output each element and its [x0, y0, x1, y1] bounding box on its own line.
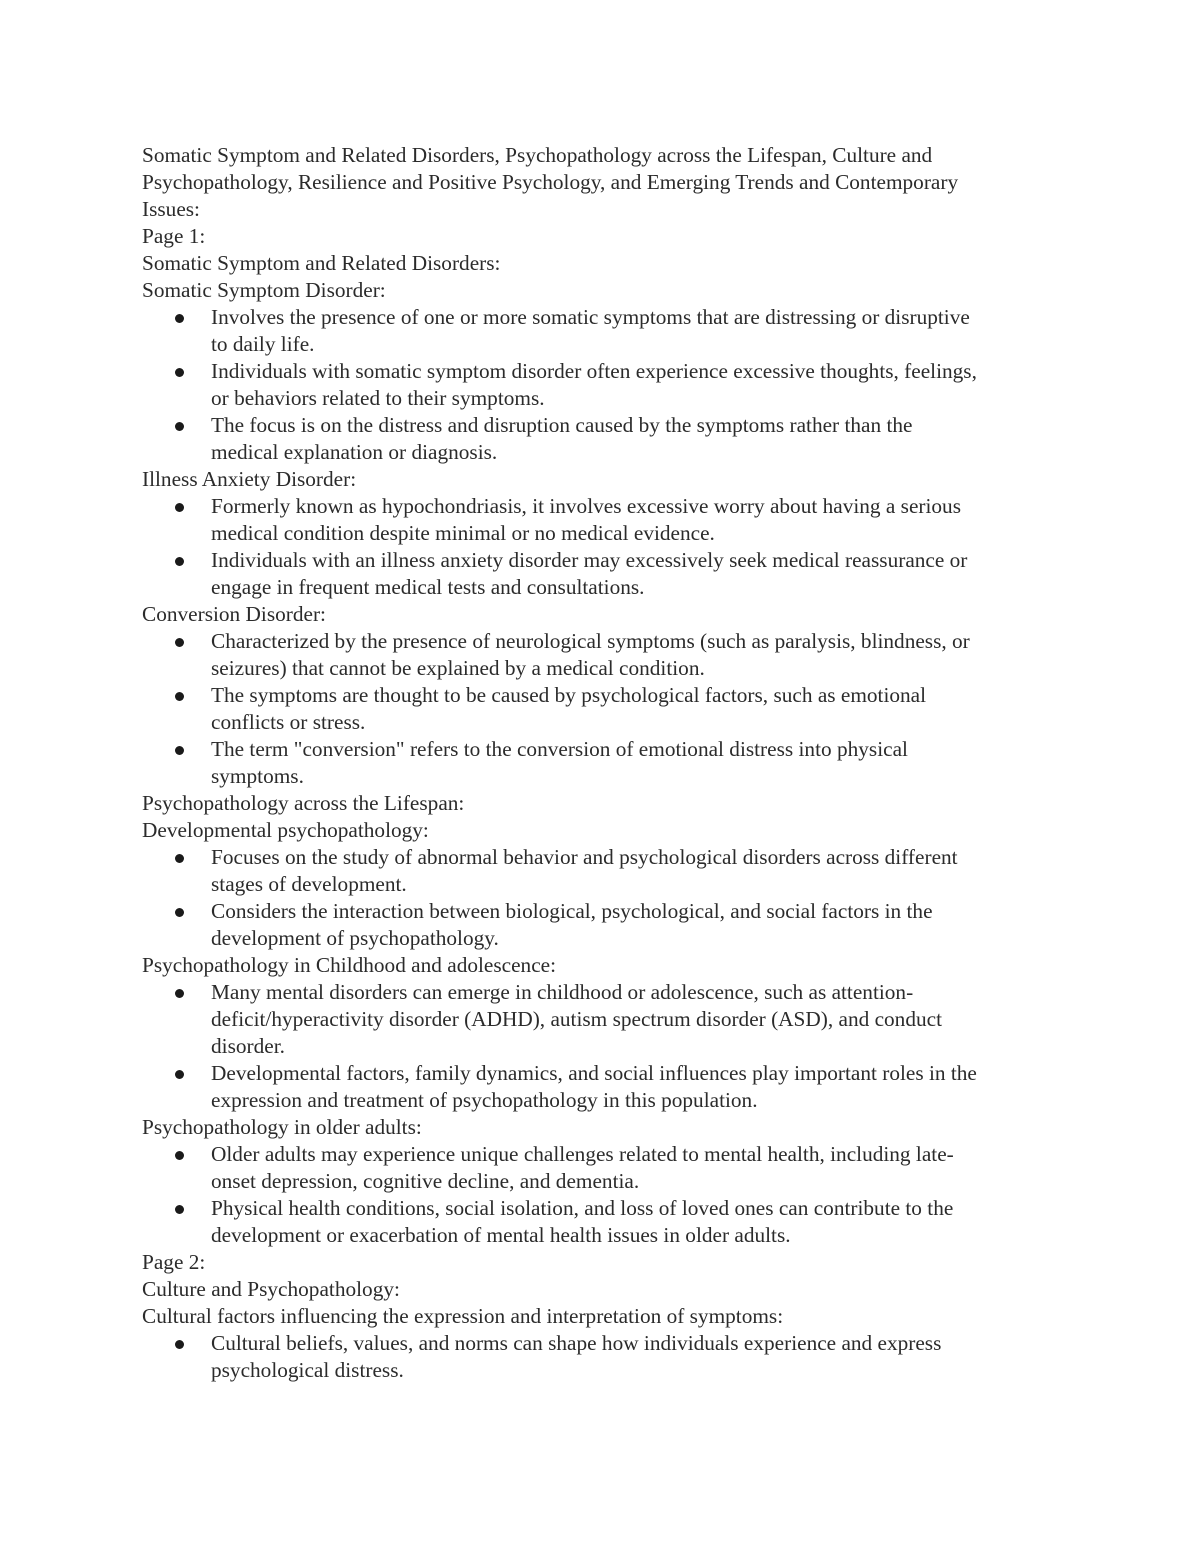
bullet-icon [175, 989, 184, 998]
bullet-text-line: The symptoms are thought to be caused by psychological factors, such as emotional [211, 683, 927, 707]
title-line: Issues: [142, 197, 200, 221]
bullet-item [142, 898, 1072, 952]
bullet-text-line: stages of development. [211, 872, 407, 896]
section-heading-somatic: Somatic Symptom and Related Disorders: [142, 251, 501, 275]
bullet-icon [175, 908, 184, 917]
page-1-label: Page 1: [142, 224, 206, 248]
bullet-list-childhood [142, 979, 1072, 1114]
subheading-illness-anxiety-disorder: Illness Anxiety Disorder: [142, 467, 357, 491]
bullet-item [142, 358, 1072, 412]
bullet-text-line: Cultural beliefs, values, and norms can shape how individuals experience and express [211, 1331, 942, 1355]
title-line: Somatic Symptom and Related Disorders, Psychopathology across the Lifespan, Culture and [142, 143, 933, 167]
bullet-item [142, 1141, 1072, 1195]
bullet-text-line: development of psychopathology. [211, 926, 499, 950]
bullet-text-line: medical explanation or diagnosis. [211, 440, 498, 464]
bullet-text-line: deficit/hyperactivity disorder (ADHD), autism spectrum disorder (ASD), and conduct [211, 1007, 942, 1031]
subheading-older-adults: Psychopathology in older adults: [142, 1115, 422, 1139]
document-body [142, 142, 1072, 1384]
section-heading-lifespan: Psychopathology across the Lifespan: [142, 791, 465, 815]
bullet-list-developmental [142, 844, 1072, 952]
bullet-icon [175, 1340, 184, 1349]
bullet-item [142, 1330, 1072, 1384]
bullet-text-line: The focus is on the distress and disruption caused by the symptoms rather than the [211, 413, 913, 437]
bullet-item [142, 844, 1072, 898]
bullet-item [142, 1060, 1072, 1114]
bullet-text-line: expression and treatment of psychopathology in this population. [211, 1088, 758, 1112]
bullet-icon [175, 854, 184, 863]
bullet-icon [175, 503, 184, 512]
bullet-icon [175, 557, 184, 566]
bullet-text-line: The term "conversion" refers to the conversion of emotional distress into physical [211, 737, 908, 761]
bullet-text-line: conflicts or stress. [211, 710, 366, 734]
bullet-icon [175, 746, 184, 755]
bullet-text-line: Developmental factors, family dynamics, and social influences play important roles in the [211, 1061, 977, 1085]
bullet-text-line: symptoms. [211, 764, 304, 788]
bullet-text-line: Considers the interaction between biological, psychological, and social factors in the [211, 899, 933, 923]
bullet-text-line: Older adults may experience unique challenges related to mental health, including late- [211, 1142, 954, 1166]
page-2-label: Page 2: [142, 1250, 206, 1274]
bullet-list-cultural-factors [142, 1330, 1072, 1384]
bullet-text-line: Formerly known as hypochondriasis, it involves excessive worry about having a serious [211, 494, 961, 518]
bullet-text-line: Individuals with an illness anxiety disorder may excessively seek medical reassurance or [211, 548, 968, 572]
bullet-list-somatic-symptom-disorder [142, 304, 1072, 466]
bullet-list-older-adults [142, 1141, 1072, 1249]
bullet-text-line: Many mental disorders can emerge in childhood or adolescence, such as attention- [211, 980, 914, 1004]
bullet-item [142, 304, 1072, 358]
bullet-text-line: medical condition despite minimal or no medical evidence. [211, 521, 715, 545]
subheading-cultural-factors: Cultural factors influencing the expression and interpretation of symptoms: [142, 1304, 784, 1328]
title-line: Psychopathology, Resilience and Positive Psychology, and Emerging Trends and Contemporary [142, 170, 959, 194]
bullet-text-line: or behaviors related to their symptoms. [211, 386, 545, 410]
bullet-icon [175, 692, 184, 701]
bullet-icon [175, 1151, 184, 1160]
bullet-text-line: Focuses on the study of abnormal behavior and psychological disorders across different [211, 845, 958, 869]
bullet-item [142, 979, 1072, 1060]
document-title [142, 142, 1072, 223]
bullet-item [142, 547, 1072, 601]
bullet-icon [175, 314, 184, 323]
section-heading-culture: Culture and Psychopathology: [142, 1277, 400, 1301]
bullet-text-line: Physical health conditions, social isolation, and loss of loved ones can contribute to the [211, 1196, 954, 1220]
bullet-text-line: disorder. [211, 1034, 285, 1058]
bullet-text-line: development or exacerbation of mental health issues in older adults. [211, 1223, 791, 1247]
bullet-icon [175, 638, 184, 647]
bullet-text-line: seizures) that cannot be explained by a medical condition. [211, 656, 705, 680]
bullet-list-illness-anxiety-disorder [142, 493, 1072, 601]
bullet-item [142, 736, 1072, 790]
bullet-item [142, 628, 1072, 682]
subheading-childhood-adolescence: Psychopathology in Childhood and adolescence: [142, 953, 557, 977]
bullet-icon [175, 1070, 184, 1079]
bullet-icon [175, 1205, 184, 1214]
bullet-item [142, 412, 1072, 466]
bullet-text-line: to daily life. [211, 332, 315, 356]
bullet-text-line: Characterized by the presence of neurological symptoms (such as paralysis, blindness, or [211, 629, 970, 653]
bullet-icon [175, 368, 184, 377]
bullet-text-line: Individuals with somatic symptom disorder often experience excessive thoughts, feelings, [211, 359, 977, 383]
subheading-somatic-symptom-disorder: Somatic Symptom Disorder: [142, 278, 386, 302]
bullet-list-conversion-disorder [142, 628, 1072, 790]
bullet-text-line: onset depression, cognitive decline, and dementia. [211, 1169, 640, 1193]
bullet-icon [175, 422, 184, 431]
subheading-conversion-disorder: Conversion Disorder: [142, 602, 326, 626]
subheading-developmental-psychopathology: Developmental psychopathology: [142, 818, 429, 842]
bullet-text-line: psychological distress. [211, 1358, 404, 1382]
bullet-text-line: engage in frequent medical tests and consultations. [211, 575, 645, 599]
bullet-item [142, 1195, 1072, 1249]
bullet-item [142, 682, 1072, 736]
bullet-item [142, 493, 1072, 547]
bullet-text-line: Involves the presence of one or more somatic symptoms that are distressing or disruptive [211, 305, 970, 329]
